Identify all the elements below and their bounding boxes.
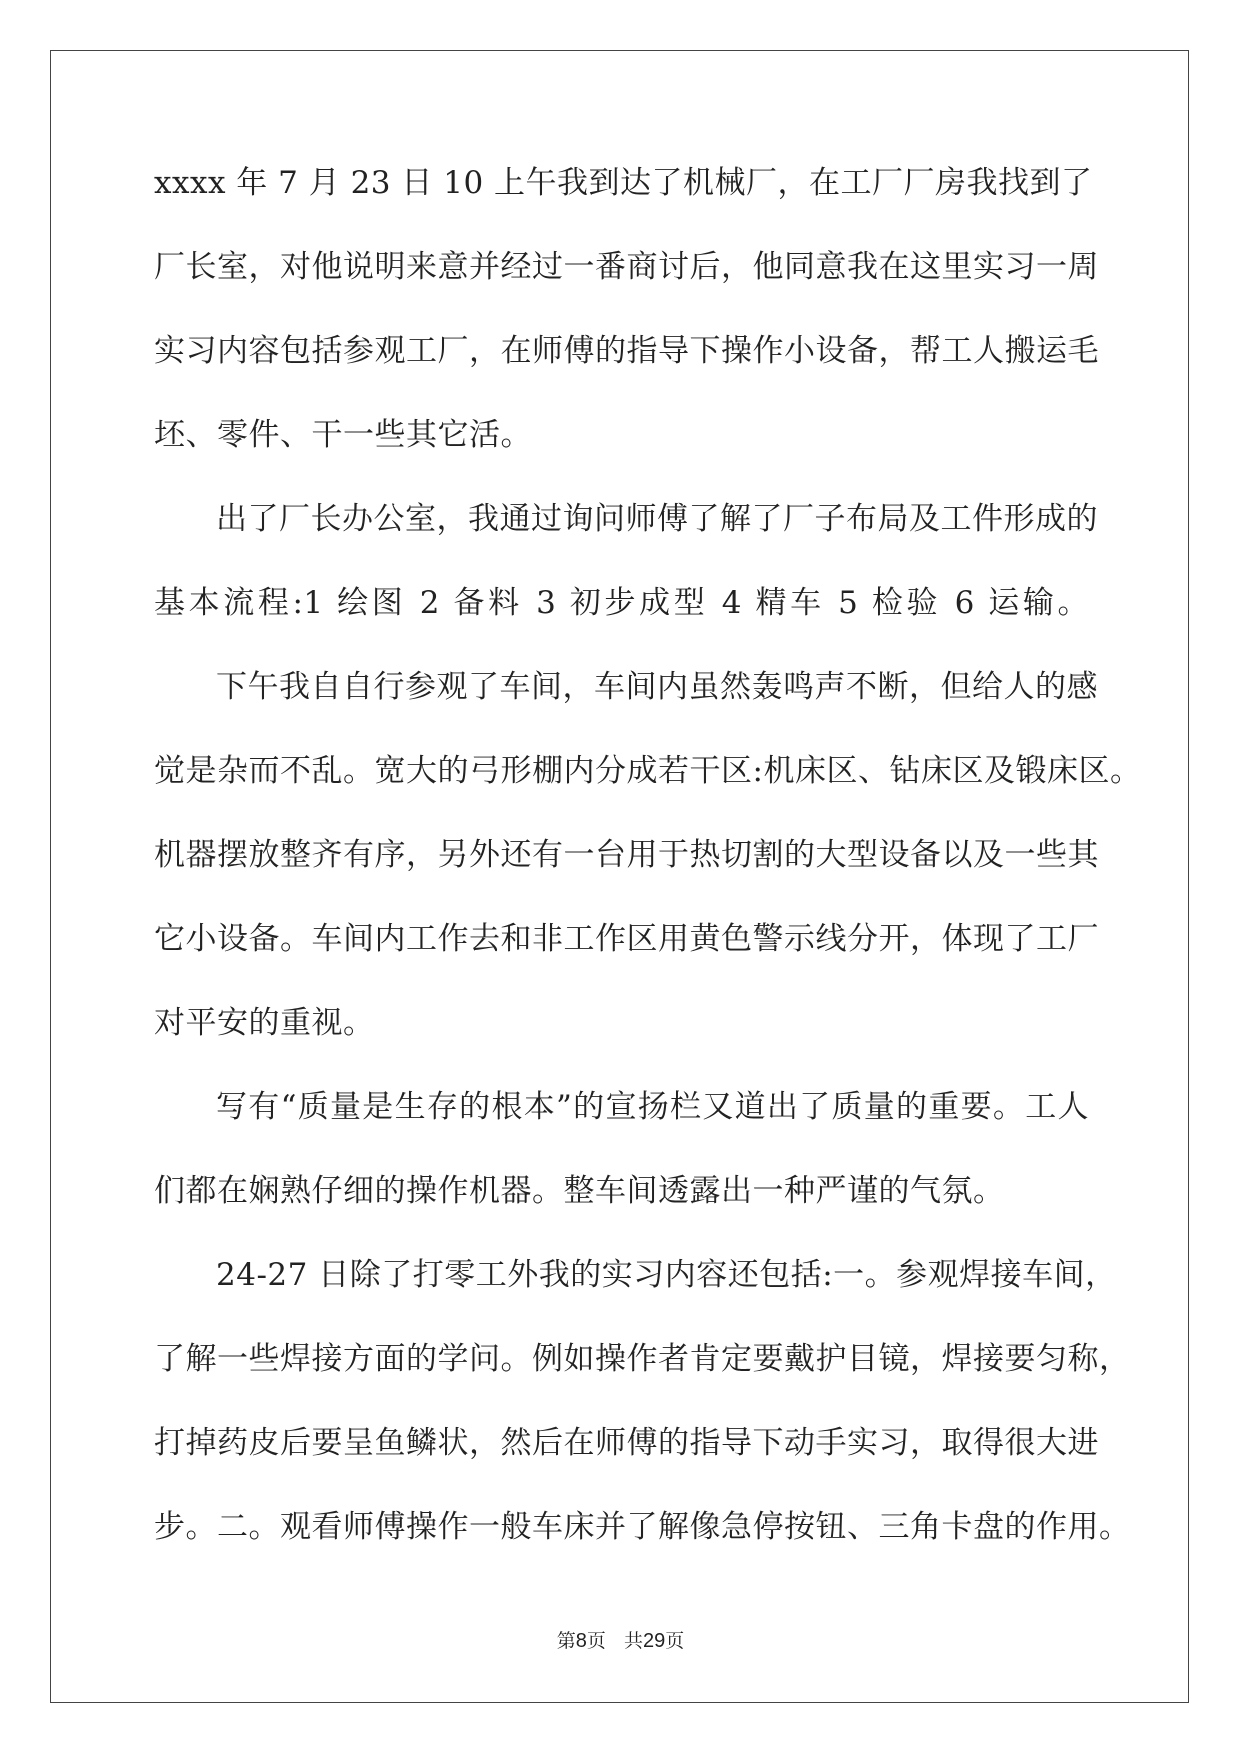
total-pages: 29 [642, 1630, 666, 1652]
paragraph-line: xxxx 年 7 月 23 日 10 上午我到达了机械厂，在工厂厂房我找到了 [154, 165, 1093, 201]
paragraph-line: 厂长室，对他说明来意并经过一番商讨后，他同意我在这里实习一周 [154, 249, 1099, 285]
document-body [154, 163, 1142, 1591]
page-footer [0, 1626, 1241, 1653]
page-suffix: 页 [586, 1630, 606, 1652]
paragraph-line: 出了厂长办公室，我通过询问师傅了解了厂子布局及工件形成的 [216, 501, 1098, 537]
paragraph-line: 坯、零件、干一些其它活。 [154, 417, 532, 453]
page-number: 8 [575, 1630, 587, 1652]
paragraph-line: 下午我自自行参观了车间，车间内虽然轰鸣声不断，但给人的感 [216, 669, 1098, 705]
page-prefix: 第 [556, 1630, 576, 1652]
paragraph-line: 对平安的重视。 [154, 1005, 375, 1041]
total-prefix: 共 [623, 1630, 643, 1652]
paragraph-line: 24-27 日除了打零工外我的实习内容还包括:一。参观焊接车间， [216, 1257, 1117, 1293]
total-suffix: 页 [665, 1630, 685, 1652]
paragraph-line: 步。二。观看师傅操作一般车床并了解像急停按钮、三角卡盘的作用。 [154, 1509, 1131, 1545]
paragraph-line: 觉是杂而不乱。宽大的弓形棚内分成若干区:机床区、钻床区及锻床区。 [154, 753, 1142, 789]
paragraph-line: 它小设备。车间内工作去和非工作区用黄色警示线分开，体现了工厂 [154, 921, 1099, 957]
paragraph-line: 机器摆放整齐有序，另外还有一台用于热切割的大型设备以及一些其 [154, 837, 1099, 873]
paragraph-line: 了解一些焊接方面的学问。例如操作者肯定要戴护目镜，焊接要匀称， [154, 1341, 1131, 1377]
paragraph-line: 们都在娴熟仔细的操作机器。整车间透露出一种严谨的气氛。 [154, 1173, 1005, 1209]
paragraph-line: 实习内容包括参观工厂，在师傅的指导下操作小设备，帮工人搬运毛 [154, 333, 1099, 369]
paragraph-line: 打掉药皮后要呈鱼鳞状，然后在师傅的指导下动手实习，取得很大进 [154, 1425, 1099, 1461]
paragraph-line: 基本流程:1 绘图 2 备料 3 初步成型 4 精车 5 检验 6 运输。 [154, 585, 1089, 621]
paragraph-line: 写有“质量是生存的根本”的宣扬栏又道出了质量的重要。工人 [216, 1089, 1089, 1125]
